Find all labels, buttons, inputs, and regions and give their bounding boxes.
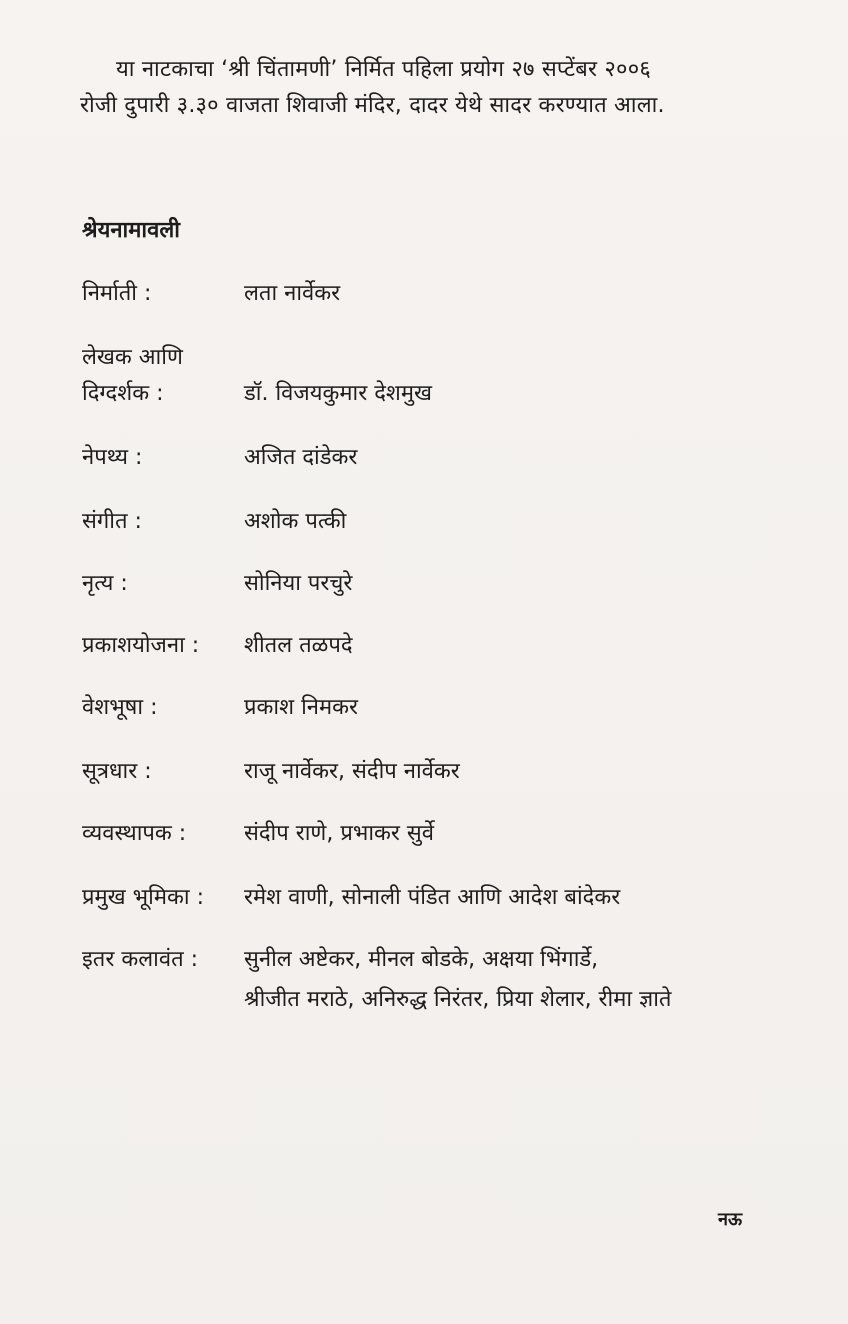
credit-value: अजित दांडेकर [244, 445, 358, 470]
credit-label: वेशभूषा : [82, 695, 158, 720]
credit-label: व्यवस्थापक : [82, 821, 187, 846]
credit-value: सुनील अष्टेकर, मीनल बोडके, अक्षया भिंगार्डे, [244, 947, 599, 972]
credit-value: डॉ. विजयकुमार देशमुख [244, 381, 433, 406]
credit-label: लेखक आणि [82, 345, 183, 370]
intro-line-2: रोजी दुपारी ३.३० वाजता शिवाजी मंदिर, दादर येथे सादर करण्यात आला. [80, 93, 665, 118]
credit-label: इतर कलावंत : [82, 947, 199, 972]
credit-label: संगीत : [82, 509, 142, 534]
intro-line-1: या नाटकाचा ‘श्री चिंतामणी’ निर्मित पहिला प्रयोग २७ सप्टेंबर २००६ [116, 57, 651, 82]
credit-label: दिग्दर्शक : [82, 381, 164, 406]
credit-label: नेपथ्य : [82, 445, 143, 470]
credit-value: शीतल तळपदे [244, 633, 353, 658]
credit-value: राजू नार्वेकर, संदीप नार्वेकर [244, 759, 460, 784]
credit-value: रमेश वाणी, सोनाली पंडित आणि आदेश बांदेकर [244, 885, 621, 910]
credit-label: प्रकाशयोजना : [82, 633, 200, 658]
intro-paragraph [80, 52, 770, 124]
credit-value: संदीप राणे, प्रभाकर सुर्वे [244, 821, 435, 846]
credit-value: सोनिया परचुरे [244, 571, 353, 596]
credit-value: प्रकाश निमकर [244, 695, 359, 720]
page-number: नऊ [718, 1209, 743, 1230]
credit-value: लता नार्वेकर [244, 281, 341, 306]
credit-value: अशोक पत्की [244, 509, 347, 534]
credit-label: प्रमुख भूमिका : [82, 885, 204, 910]
credit-value-continued: श्रीजीत मराठे, अनिरुद्ध निरंतर, प्रिया शेलार, रीमा ज्ञाते [244, 987, 672, 1012]
credit-label: सूत्रधार : [82, 759, 152, 784]
credit-label: निर्माती : [82, 281, 152, 306]
credits-heading: श्रेयनामावली [82, 218, 180, 243]
credit-label: नृत्य : [82, 571, 128, 596]
